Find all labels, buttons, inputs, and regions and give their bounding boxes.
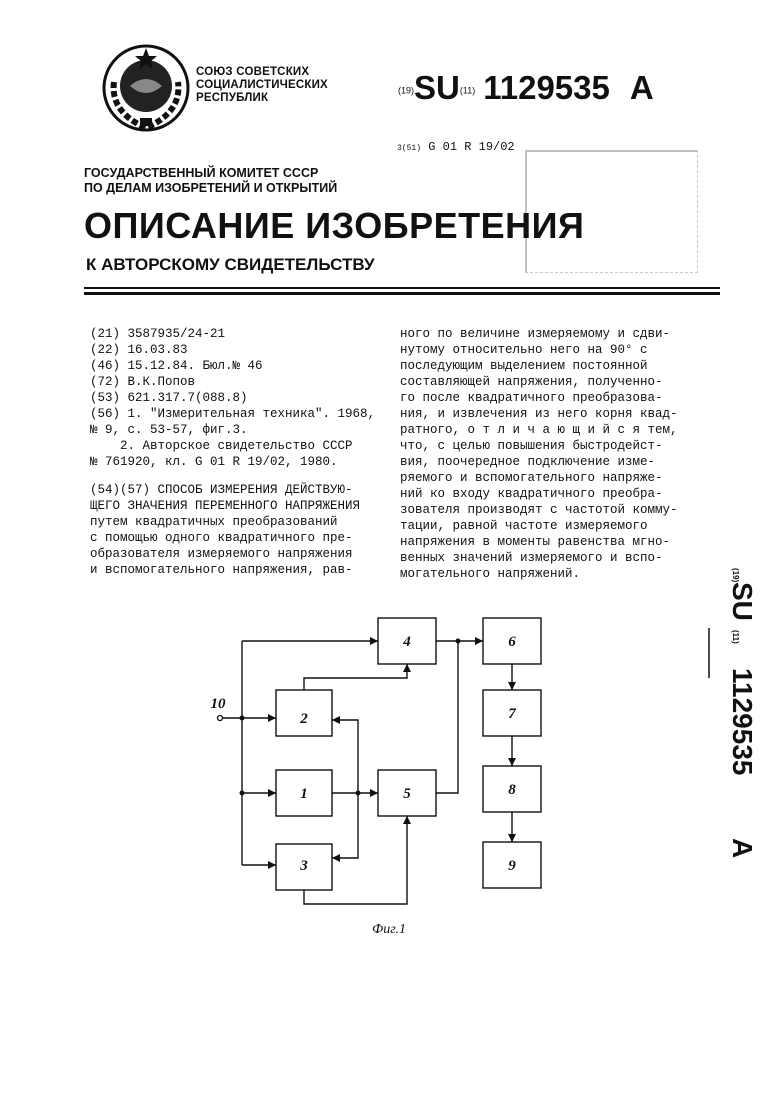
claim-line: ратного, о т л и ч а ю щ и й с я тем, xyxy=(400,423,678,437)
arrowhead xyxy=(268,714,276,722)
kind-code: A xyxy=(629,69,654,106)
claim-line: путем квадратичных преобразований xyxy=(90,515,338,529)
arrowhead xyxy=(475,637,483,645)
arrowhead xyxy=(370,637,378,645)
claim-line: и вспомогательного напряжения, рав- xyxy=(90,563,353,577)
arrowhead xyxy=(508,758,516,766)
claim-line: нутому относительно него на 90° с xyxy=(400,343,648,357)
arrowhead xyxy=(403,816,411,824)
claim-line: могательного напряжений. xyxy=(400,567,581,581)
biblio-line: (56) 1. "Измерительная техника". 1968, xyxy=(90,407,376,421)
biblio-line: (21) 3587935/24-21 xyxy=(90,327,226,341)
block-label-8: 8 xyxy=(508,782,516,798)
input-label: 10 xyxy=(210,696,226,712)
biblio-line: (72) В.К.Попов xyxy=(90,375,196,389)
union-line-3: РЕСПУБЛИК xyxy=(196,92,269,104)
block-label-9: 9 xyxy=(508,858,516,874)
claim-line: ряемого и вспомогательного напряже- xyxy=(400,471,663,485)
claim-line: зователя производят с частотой комму- xyxy=(400,503,678,517)
side-country: SU xyxy=(727,582,758,621)
claim-line: составляющей напряжения, полученно- xyxy=(400,375,663,389)
biblio-line: № 761920, кл. G 01 R 19/02, 1980. xyxy=(90,455,338,469)
arrowhead xyxy=(332,854,340,862)
bibliographic-data xyxy=(90,326,380,470)
claim-line: го после квадратичного преобразова- xyxy=(400,391,663,405)
claim-left-column xyxy=(90,482,390,578)
side-kind: A xyxy=(727,838,758,859)
biblio-line: (22) 16.03.83 xyxy=(90,343,188,357)
claim-line: что, с целью повышения быстродейст- xyxy=(400,439,663,453)
document-title: ОПИСАНИЕ ИЗОБРЕТЕНИЯ xyxy=(84,205,585,246)
block-label-4: 4 xyxy=(403,634,411,650)
side-number: 1129535 xyxy=(727,668,758,776)
block-label-6: 6 xyxy=(508,634,516,650)
node-dot xyxy=(240,791,245,796)
union-line-1: СОЮЗ СОВЕТСКИХ xyxy=(196,66,310,78)
claim-line: последующим выделением постоянной xyxy=(400,359,648,373)
arrowhead xyxy=(268,861,276,869)
claim-right-column xyxy=(400,326,700,582)
side-code-11: (11) xyxy=(731,630,740,644)
claim-line: ний ко входу квадратичного преобра- xyxy=(400,487,663,501)
claim-line: напряжения в моменты равенства мгно- xyxy=(400,535,671,549)
ipc-classification xyxy=(397,140,515,156)
committee-block xyxy=(84,166,337,196)
link-5-6 xyxy=(436,641,458,793)
arrowhead xyxy=(403,664,411,672)
link-1-2 xyxy=(332,720,358,793)
block-diagram xyxy=(200,600,560,930)
claim-line: ния, и извлечения из него корня квад- xyxy=(400,407,678,421)
claim-line: ЩЕГО ЗНАЧЕНИЯ ПЕРЕМЕННОГО НАПРЯЖЕНИЯ xyxy=(90,499,361,513)
claim-line: венных значений измеряемого и вспо- xyxy=(400,551,663,565)
block-label-5: 5 xyxy=(403,786,411,802)
patent-number: 1129535 xyxy=(483,69,610,106)
patent-number-line xyxy=(398,70,654,108)
country-name-block xyxy=(196,66,328,105)
claim-line: вия, поочередное подключение изме- xyxy=(400,455,656,469)
biblio-line: № 9, с. 53-57, фиг.3. xyxy=(90,423,248,437)
header-rule xyxy=(84,287,720,289)
node-dot xyxy=(240,716,245,721)
claim-line: с помощью одного квадратичного пре- xyxy=(90,531,353,545)
claim-line: ного по величине измеряемому и сдви- xyxy=(400,327,671,341)
biblio-line: 2. Авторское свидетельство СССР xyxy=(90,439,353,453)
code-11: (11) xyxy=(459,85,476,96)
union-line-2: СОЦИАЛИСТИЧЕСКИХ xyxy=(196,79,328,91)
block-label-3: 3 xyxy=(300,858,308,874)
biblio-line: (46) 15.12.84. Бюл.№ 46 xyxy=(90,359,263,373)
arrowhead xyxy=(332,716,340,724)
input-terminal xyxy=(218,716,223,721)
document-subtitle: К АВТОРСКОМУ СВИДЕТЕЛЬСТВУ xyxy=(86,255,375,274)
claim-line: образователя измеряемого напряжения xyxy=(90,547,353,561)
country-code: SU xyxy=(414,69,460,106)
link-2-4 xyxy=(304,664,407,690)
block-label-2: 2 xyxy=(300,711,308,727)
biblio-line: (53) 621.317.7(088.8) xyxy=(90,391,248,405)
node-dot xyxy=(456,639,461,644)
claim-line: (54)(57) СПОСОБ ИЗМЕРЕНИЯ ДЕЙСТВУЮ- xyxy=(90,483,353,497)
node-dot xyxy=(356,791,361,796)
figure-caption: Фиг.1 xyxy=(372,922,407,937)
side-code-19: (19) xyxy=(731,568,740,583)
side-patent-id xyxy=(703,568,758,868)
arrowhead xyxy=(268,789,276,797)
committee-line-2: ПО ДЕЛАМ ИЗОБРЕТЕНИЙ И ОТКРЫТИЙ xyxy=(84,181,338,195)
side-id-svg xyxy=(703,568,758,868)
link-1-3 xyxy=(332,793,358,858)
header-rule-thick xyxy=(84,292,720,295)
committee-line-1: ГОСУДАРСТВЕННЫЙ КОМИТЕТ СССР xyxy=(84,166,319,180)
block-label-1: 1 xyxy=(300,786,308,802)
link-3-5 xyxy=(304,816,407,904)
arrowhead xyxy=(508,682,516,690)
arrowhead xyxy=(508,834,516,842)
ipc-prefix: 3(51) xyxy=(397,144,422,153)
ipc-code: G 01 R 19/02 xyxy=(428,140,515,154)
arrowhead xyxy=(370,789,378,797)
claim-line: тации, равной частоте измеряемого xyxy=(400,519,648,533)
state-emblem xyxy=(100,42,192,134)
block-label-7: 7 xyxy=(508,706,516,722)
code-19: (19) xyxy=(398,85,415,96)
